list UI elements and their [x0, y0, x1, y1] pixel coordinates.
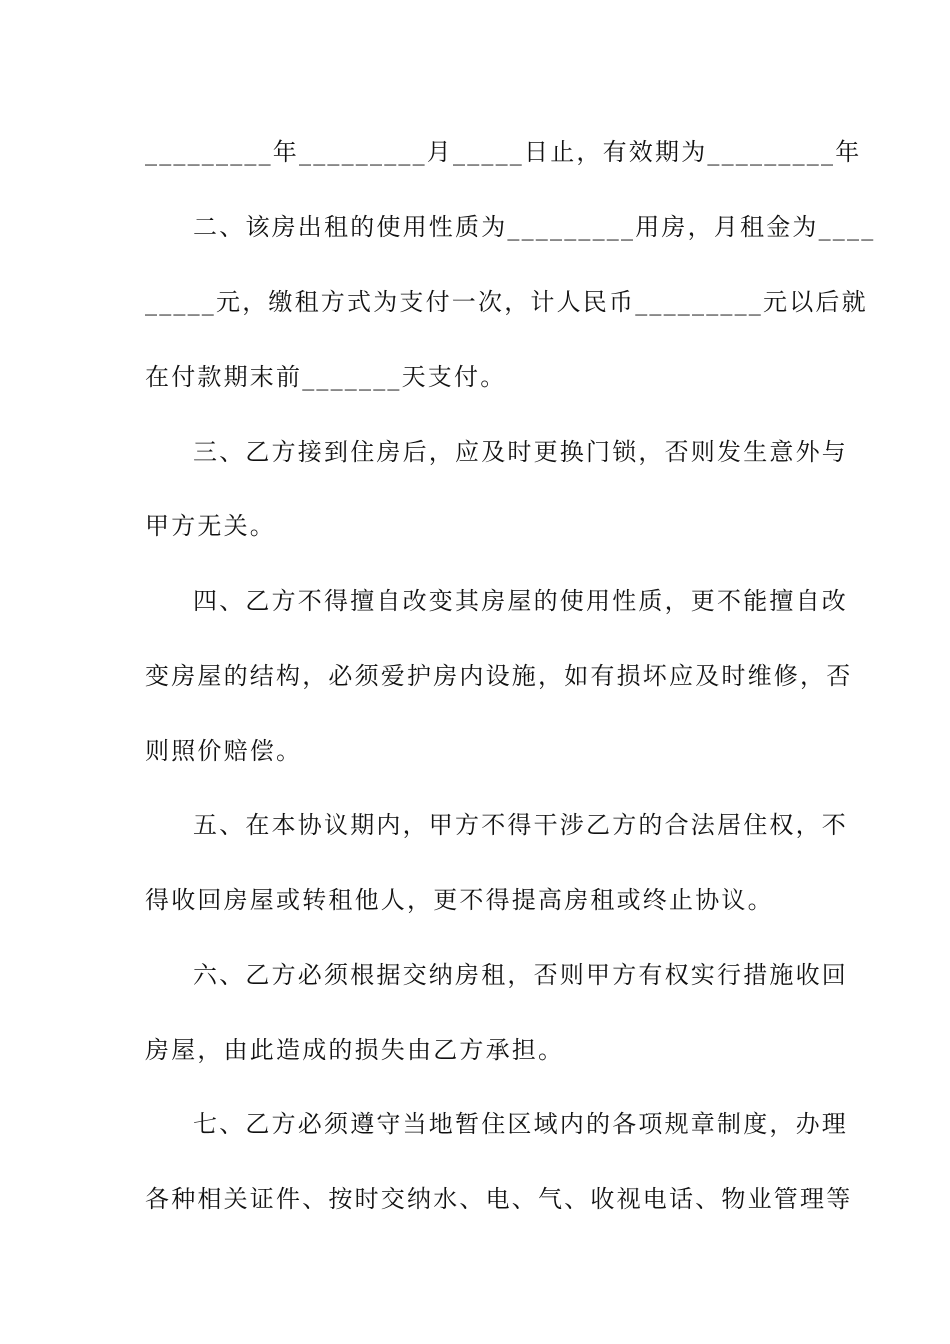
text-line: _________年_________月_____日止，有效期为_________年	[145, 138, 862, 166]
text-line: 得收回房屋或转租他人，更不得提高房租或终止协议。	[145, 886, 774, 914]
clause-3-line: 三、乙方接到住房后，应及时更换门锁，否则发生意外与	[193, 438, 848, 466]
text-line: 房屋，由此造成的损失由乙方承担。	[145, 1036, 565, 1064]
text-line: _____元，缴租方式为支付一次，计人民币_________元以后就	[145, 288, 868, 316]
text-line: 各种相关证件、按时交纳水、电、气、收视电话、物业管理等	[145, 1185, 853, 1213]
clause-6-line: 六、乙方必须根据交纳房租，否则甲方有权实行措施收回	[193, 961, 848, 989]
clause-5-line: 五、在本协议期内，甲方不得干涉乙方的合法居住权，不	[193, 811, 848, 839]
text-line: 变房屋的结构，必须爱护房内设施，如有损坏应及时维修，否	[145, 662, 853, 690]
text-line: 甲方无关。	[145, 512, 276, 540]
text-line: 则照价赔偿。	[145, 737, 303, 765]
clause-2-line: 二、该房出租的使用性质为_________用房，月租金为____	[193, 213, 876, 241]
clause-7-line: 七、乙方必须遵守当地暂住区域内的各项规章制度，办理	[193, 1110, 848, 1138]
text-line: 在付款期末前_______天支付。	[145, 363, 507, 391]
clause-4-line: 四、乙方不得擅自改变其房屋的使用性质，更不能擅自改	[193, 587, 848, 615]
